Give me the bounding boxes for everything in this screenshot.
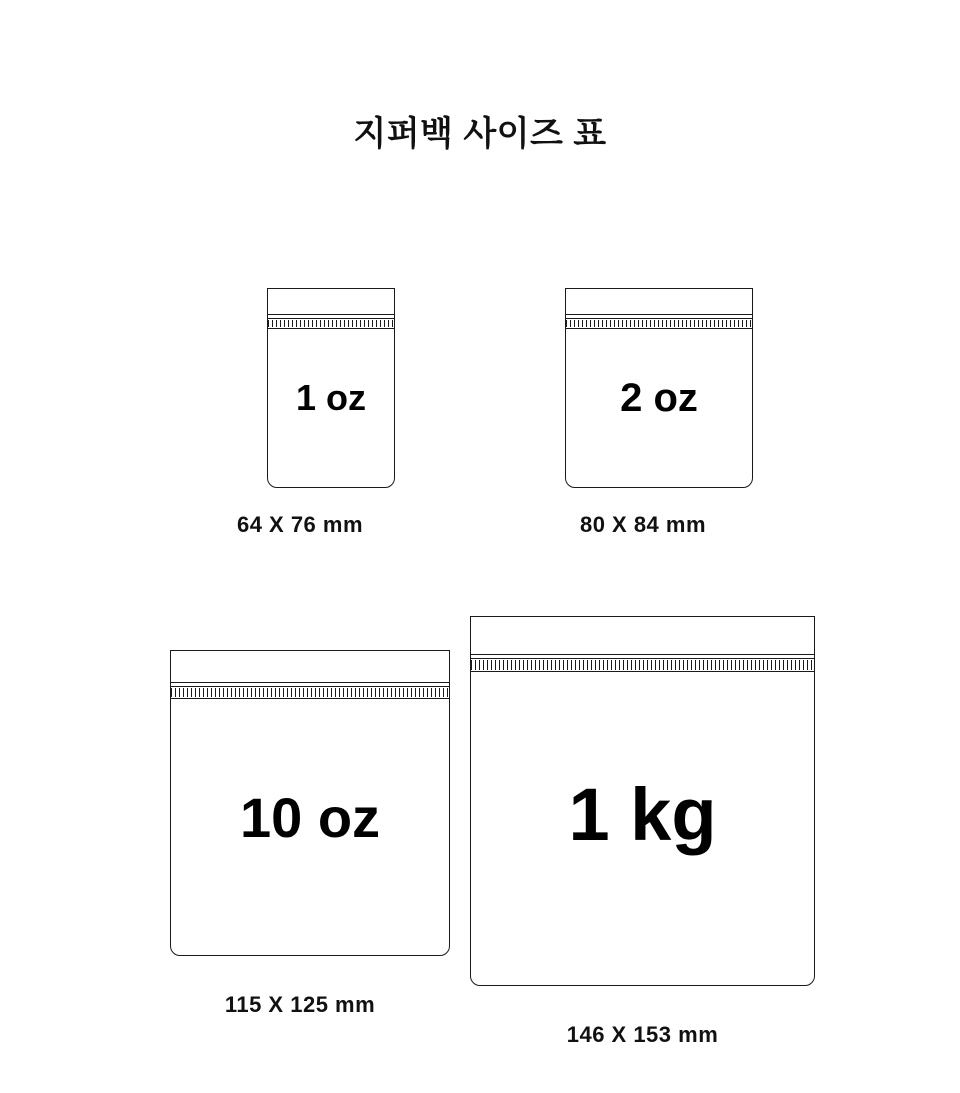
bag-flap xyxy=(170,650,450,684)
bag-zipper xyxy=(470,658,815,672)
zipper-rail-bottom xyxy=(267,328,395,329)
bag-flap xyxy=(470,616,815,656)
zipper-rail-top xyxy=(565,318,753,319)
bag-capacity-label: 1 oz xyxy=(295,377,366,418)
bag-zipper xyxy=(565,318,753,329)
bag-capacity-label: 10 oz xyxy=(239,786,381,849)
bag-capacity-label: 1 kg xyxy=(568,773,717,856)
bag-zipper xyxy=(170,686,450,699)
bag-dimensions-label: 80 X 84 mm xyxy=(579,512,707,537)
zipper-rail-top xyxy=(267,318,395,319)
zipper-teeth xyxy=(566,320,752,327)
zipper-rail-top xyxy=(470,658,815,659)
bag-item-2oz xyxy=(518,288,768,538)
bag-zipper xyxy=(267,318,395,329)
bag-illustration-1oz xyxy=(267,288,395,488)
zipper-rail-bottom xyxy=(565,328,753,329)
zipper-teeth xyxy=(268,320,394,327)
zipper-rail-bottom xyxy=(170,698,450,699)
bag-dimensions-label: 146 X 153 mm xyxy=(566,1022,719,1047)
bag-item-10oz xyxy=(140,650,460,1018)
bag-item-1oz xyxy=(175,288,425,538)
zipper-teeth xyxy=(471,660,814,670)
zipper-teeth xyxy=(171,688,449,697)
bag-capacity-label: 2 oz xyxy=(620,376,698,420)
bag-dimensions-label: 64 X 76 mm xyxy=(236,512,364,537)
bag-dimensions-label: 115 X 125 mm xyxy=(224,992,376,1017)
bag-item-1kg xyxy=(470,616,815,1048)
zipper-rail-bottom xyxy=(470,671,815,672)
zipper-rail-top xyxy=(170,686,450,687)
bag-illustration-1kg xyxy=(470,616,815,986)
bag-illustration-10oz xyxy=(170,650,450,956)
bag-flap xyxy=(267,288,395,316)
bag-flap xyxy=(565,288,753,316)
bag-illustration-2oz xyxy=(565,288,753,488)
page-title: 지퍼백 사이즈 표 xyxy=(353,115,607,153)
